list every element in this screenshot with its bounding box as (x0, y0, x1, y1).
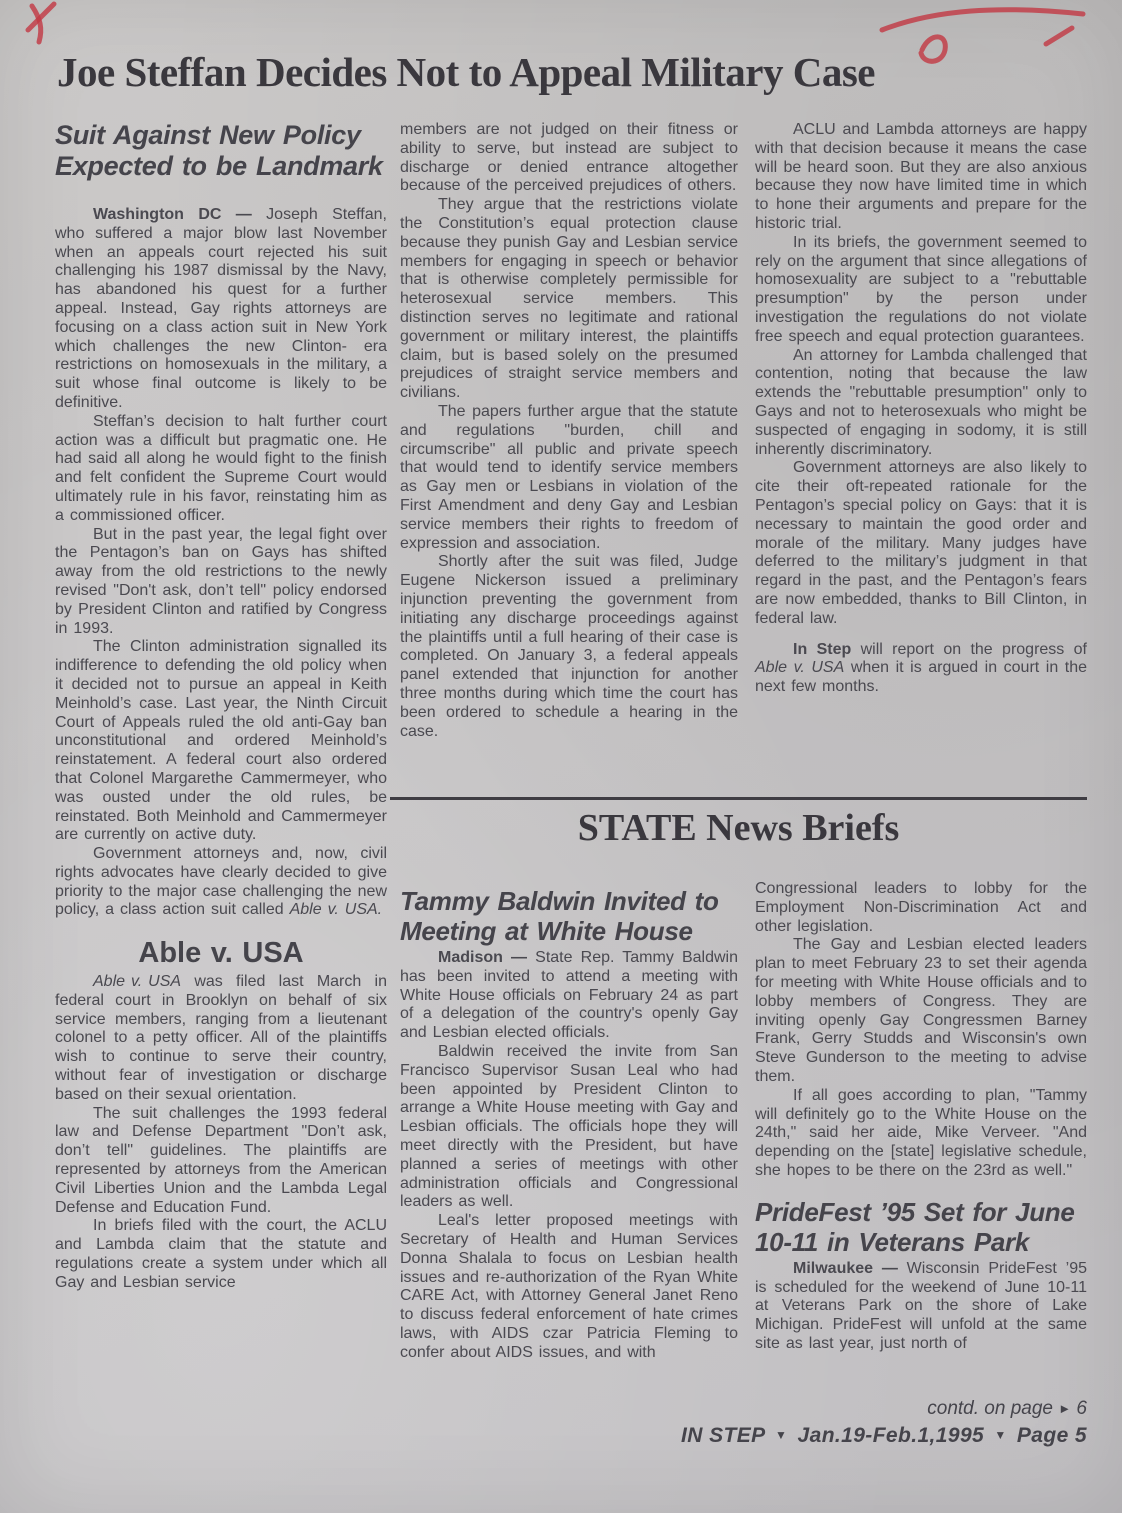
column-2 (400, 121, 738, 741)
article-paragraph: But in the past year, the legal fight over the Pentagon’s ban on Gays has shifted away from the old restrictions to the newly revised "Don't ask, don’t tell" policy endorsed by President Clinton and ratified by Congress in 1993. (55, 525, 387, 637)
triangle-down-icon: ▼ (775, 1428, 788, 1442)
article-paragraph: Baldwin received the invite from San Francisco Supervisor Susan Leal who had been appointed by President Clinton to arrange a White House meeting with Gay and Lesbian officials. The officials hope they will meet directly with the President, but have planned a series of meetings with other administration officials and Congressional leaders as well. (400, 1042, 738, 1211)
article-paragraph: Steffan’s decision to halt further court action was a difficult but pragmatic one. He had said all along he would fight to the finish and felt confident the Supreme Court would ultimately rule in his favor, reinstating him as a commissioned officer. (55, 412, 387, 524)
article-paragraph: Able v. USA was filed last March in federal court in Brooklyn on behalf of six service members, ranging from a lieutenant colonel to a petty officer. All of the plaintiffs wish to continue to serve their country, without fear of investigation or discharge based on their sexual orientation. (55, 973, 387, 1103)
pridefest-headline: PrideFest ’95 Set for June 10-11 in Veterans Park (755, 1196, 1075, 1257)
case-name: Able v. USA (93, 973, 182, 991)
masthead-date: Jan.19-Feb.1,1995 (797, 1424, 985, 1447)
continued-note: contd. on page ► 6 (927, 1398, 1087, 1419)
article-paragraph: Washington DC — Joseph Steffan, who suffered a major blow last November when an appeals court rejected his suit challenging his 1987 dismissal by the Navy, has abandoned his quest for a further appeal. Instead, Gay rights attorneys are focusing on a class action suit in New York which challenges the new Clinton- era restrictions on homosexuals in the military, a suit whose final outcome is likely to be definitive. (55, 206, 387, 411)
article-paragraph: In briefs filed with the court, the ACLU and Lambda claim that the statute and regulations create a system under which all Gay and Lesbian service (55, 1217, 387, 1291)
able-v-usa-heading: Able v. USA (138, 937, 304, 970)
article-paragraph: They argue that the restrictions violate the Constitution’s equal protection clause because they punish Gay and Lesbian service members for engaging in speech or behavior that is otherwise completely permissible for heterosexual service members. This distinction serves no legitimate and rational government or military interest, the plaintiffs claim, but is based solely on the presumed prejudices of straight service members and civilians. (400, 196, 738, 402)
page-footer (400, 1424, 1087, 1448)
article-paragraph: The papers further argue that the statute and regulations "burden, chill and circumscribe" all public and private speech that would tend to identify service members as Gay men or Lesbians in violation of the First Amendment and deny Gay and Lesbian service members their rights to freedom of expression and association. (400, 402, 738, 552)
article-paragraph: If all goes according to plan, "Tammy will definitely go to the White House on the 24th," said her aide, Mike Verveer. "And depending on the [state] legislative schedule, she hopes to be there on the 23rd as well." (755, 1086, 1087, 1179)
article-paragraph: Government attorneys are also likely to cite their oft-repeated rationale for the Pentagon’s special policy on Gays: that it is necessary to maintain the good order and morale of the military. Many judges have deferred to the military’s judgment in that regard in the past, and the Pentagon’s fears are now embedded, thanks to Bill Clinton, in federal law. (755, 459, 1087, 627)
article-paragraph: The suit challenges the 1993 federal law and Defense Department "Don’t ask, don’t tell" guidelines. The plaintiffs are represented by attorneys from the American Civil Liberties Union and the Lambda Legal Defense and Education Fund. (55, 1104, 387, 1216)
article-paragraph: Congressional leaders to lobby for the Employment Non-Discrimination Act and other legislation. (755, 880, 1087, 935)
article-paragraph: Milwaukee — Wisconsin PrideFest ’95 is scheduled for the weekend of June 10-11 at Veterans Park on the shore of Lake Michigan. PrideFest will unfold at the same site as last year, just north of (755, 1259, 1087, 1352)
dateline: Washington DC — (93, 206, 267, 223)
article-paragraph: Government attorneys and, now, civil rights advocates have clearly decided to give priority to the major case challenging the new policy, a class action suit called Able v. USA. (55, 845, 387, 919)
triangle-right-icon: ► (1058, 1401, 1072, 1416)
article-paragraph: The Clinton administration signalled its indifference to defending the old policy when it decided not to pursue an appeal in Keith Meinhold’s case. Last year, the Ninth Circuit Court of Appeals ruled the old anti-Gay ban unconstitutional and ordered Meinhold’s reinstatement. A federal court also ordered that Colonel Margarethe Cammermeyer, who was ousted under the old rules, be reinstated. Both Meinhold and Cammermeyer are currently on active duty. (55, 638, 387, 844)
triangle-down-icon: ▼ (994, 1428, 1007, 1442)
section-divider (390, 797, 1087, 800)
masthead-page-number: Page 5 (1016, 1424, 1087, 1447)
red-pen-mark-left-icon (20, 0, 84, 48)
column-1 (55, 118, 387, 1293)
article-paragraph: ACLU and Lambda attorneys are happy with that decision because it means the case will be heard soon. But they are also anxious because they now have limited time in which to hone their arguments and prepare for the historic trial. (755, 121, 1087, 232)
state-news-briefs-title: STATE News Briefs (577, 807, 900, 849)
main-headline: Joe Steffan Decides Not to Appeal Military Case (57, 49, 876, 95)
article-paragraph: An attorney for Lambda challenged that contention, noting that because the law extends the "rebuttable presumption" only to Gays and not to heterosexuals who might be suspected of engaging in sodomy, it is still inherently discriminatory. (755, 346, 1087, 458)
case-name: Able v. USA (755, 659, 845, 677)
publication-name: In Step (793, 640, 852, 658)
article-paragraph: In Step will report on the progress of Able v. USA when it is argued in court in the next few months. (755, 640, 1087, 696)
column-3 (755, 121, 1087, 697)
article-paragraph: Shortly after the suit was filed, Judge Eugene Nickerson issued a preliminary injunction preventing the government from initiating any discharge proceedings against the plaintiffs until a full hearing of their case is completed. On January 3, a federal appeals panel extended that injunction for another three months during which time the court has been ordered to schedule a hearing in the case. (400, 553, 738, 740)
article-paragraph: Madison — State Rep. Tammy Baldwin has been invited to attend a meeting with White House officials on February 24 as part of a delegation of the country's openly Gay and Lesbian elected officials. (400, 949, 738, 1042)
article-paragraph: The Gay and Lesbian elected leaders plan to meet February 23 to set their agenda for meeting with White House officials and to lobby members of Congress. They are inviting openly Gay Congressmen Barney Frank, Gerry Studds and Wisconsin's own Steve Gunderson to the meeting to advise them. (755, 936, 1087, 1085)
baldwin-headline: Tammy Baldwin Invited to Meeting at White House (400, 886, 719, 946)
article-paragraph: In its briefs, the government seemed to rely on the argument that since allegations of homosexuality are subject to a "rebuttable presumption" by the person under investigation the regulations do not violate free speech and equal protection guarantees. (755, 233, 1087, 345)
dateline: Milwaukee — (793, 1259, 907, 1277)
case-name: Able v. USA. (289, 901, 383, 919)
masthead-name: IN STEP (681, 1424, 765, 1447)
briefs-column-left (400, 886, 738, 1363)
article-subhead: Suit Against New Policy Expected to be Landmark (55, 120, 383, 181)
dateline: Madison — (438, 949, 536, 966)
article-paragraph: Leal's letter proposed meetings with Secretary of Health and Human Services Donna Shalala to focus on Lesbian health issues and re-authorization of the Ryan White CARE Act, with Attorney General Janet Reno to discuss federal enforcement of hate crimes laws, with AIDS czar Patricia Fleming to confer about AIDS issues, and with (400, 1212, 738, 1361)
briefs-column-right (755, 880, 1087, 1354)
article-paragraph: members are not judged on their fitness or ability to serve, but instead are subject to discharge or denied entrance altogether because of the perceived prejudices of others. (400, 121, 738, 195)
